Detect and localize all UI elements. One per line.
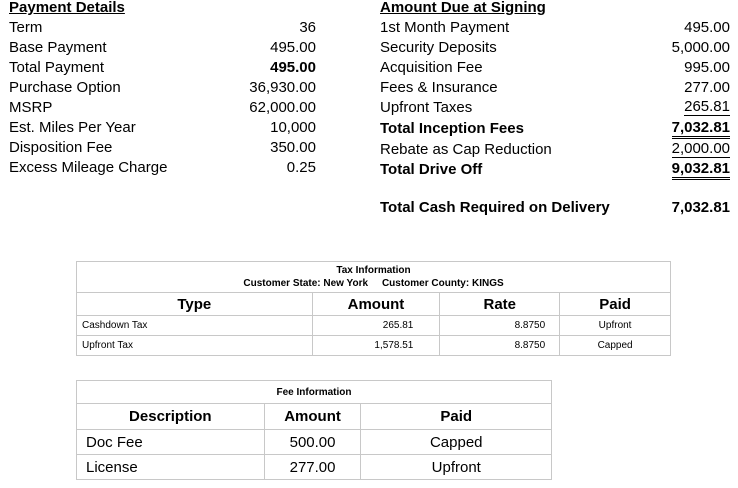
row-label: Security Deposits bbox=[380, 39, 497, 56]
row-label: Est. Miles Per Year bbox=[9, 119, 136, 136]
row-label: Disposition Fee bbox=[9, 139, 113, 156]
table-row bbox=[77, 430, 552, 455]
fee-header-amount: Amount bbox=[264, 404, 361, 430]
row-value: 9,032.81 bbox=[672, 160, 730, 180]
tax-header-type: Type bbox=[77, 293, 313, 316]
tax-rate-cell: 8.8750 bbox=[440, 316, 560, 336]
customer-state-label: Customer State: bbox=[243, 278, 321, 289]
table-row bbox=[77, 336, 671, 356]
tax-table-title: Tax Information bbox=[336, 265, 411, 276]
customer-county-label: Customer County: bbox=[381, 278, 470, 289]
payment-details-heading: Payment Details bbox=[9, 0, 125, 16]
tax-amount-cell: 1,578.51 bbox=[312, 336, 440, 356]
due-row-upfront-taxes bbox=[380, 98, 730, 118]
fee-table-header-row bbox=[77, 404, 552, 430]
row-value: 36 bbox=[299, 19, 316, 36]
total-cash-label: Total Cash Required on Delivery bbox=[380, 199, 610, 216]
amount-due-heading: Amount Due at Signing bbox=[380, 0, 546, 16]
row-label: Excess Mileage Charge bbox=[9, 159, 168, 176]
total-cash-value: 7,032.81 bbox=[671, 199, 730, 216]
tax-header-rate: Rate bbox=[440, 293, 560, 316]
tax-rate-cell: 8.8750 bbox=[440, 336, 560, 356]
row-label: Total Inception Fees bbox=[380, 120, 524, 137]
row-label: Upfront Taxes bbox=[380, 99, 473, 116]
row-label: Acquisition Fee bbox=[380, 59, 483, 76]
row-value: 10,000 bbox=[270, 119, 316, 136]
total-cash-row bbox=[380, 198, 730, 218]
row-value: 277.00 bbox=[684, 79, 730, 96]
row-value: 265.81 bbox=[684, 98, 730, 115]
row-label: Total Drive Off bbox=[380, 161, 483, 178]
payment-row-msrp bbox=[9, 98, 316, 118]
tax-amount-cell: 265.81 bbox=[312, 316, 440, 336]
payment-row-est-miles bbox=[9, 118, 316, 138]
tax-table-title-cell bbox=[77, 262, 671, 293]
due-row-acquisition-fee bbox=[380, 58, 730, 78]
tax-customer-info bbox=[77, 277, 670, 290]
row-value: 495.00 bbox=[684, 19, 730, 36]
row-value: 5,000.00 bbox=[671, 39, 730, 56]
row-value: 495.00 bbox=[270, 59, 316, 76]
fee-header-description: Description bbox=[77, 404, 265, 430]
payment-row-term bbox=[9, 18, 316, 38]
customer-state-value: New York bbox=[323, 278, 369, 289]
due-row-total-inception bbox=[380, 119, 730, 139]
due-row-first-month bbox=[380, 18, 730, 38]
row-value: 495.00 bbox=[270, 39, 316, 56]
due-row-total-drive-off bbox=[380, 160, 730, 180]
row-label: Fees & Insurance bbox=[380, 79, 498, 96]
tax-table-header-row bbox=[77, 293, 671, 316]
payment-row-purchase-option bbox=[9, 78, 316, 98]
tax-information-table bbox=[76, 261, 671, 356]
tax-type-cell: Cashdown Tax bbox=[77, 316, 313, 336]
tax-paid-cell: Upfront bbox=[560, 316, 671, 336]
row-label: MSRP bbox=[9, 99, 53, 116]
table-row bbox=[77, 455, 552, 480]
row-label: Base Payment bbox=[9, 39, 107, 56]
payment-row-base-payment bbox=[9, 38, 316, 58]
row-label: Total Payment bbox=[9, 59, 105, 76]
fee-amount-cell: 500.00 bbox=[264, 430, 361, 455]
fee-table-title: Fee Information bbox=[77, 381, 552, 404]
row-label: Purchase Option bbox=[9, 79, 121, 96]
tax-header-amount: Amount bbox=[312, 293, 440, 316]
payment-row-excess-mileage bbox=[9, 158, 316, 178]
due-row-rebate bbox=[380, 140, 730, 160]
fee-description-cell: Doc Fee bbox=[77, 430, 265, 455]
row-value: 0.25 bbox=[286, 159, 316, 176]
payment-row-total-payment bbox=[9, 58, 316, 78]
row-label: 1st Month Payment bbox=[380, 19, 510, 36]
row-label: Term bbox=[9, 19, 43, 36]
due-row-security-deposits bbox=[380, 38, 730, 58]
fee-information-table bbox=[76, 380, 552, 480]
row-label: Rebate as Cap Reduction bbox=[380, 141, 552, 158]
due-row-fees-insurance bbox=[380, 78, 730, 98]
row-value: 995.00 bbox=[684, 59, 730, 76]
fee-amount-cell: 277.00 bbox=[264, 455, 361, 480]
payment-row-disposition-fee bbox=[9, 138, 316, 158]
fee-paid-cell: Upfront bbox=[361, 455, 552, 480]
fee-header-paid: Paid bbox=[361, 404, 552, 430]
fee-paid-cell: Capped bbox=[361, 430, 552, 455]
row-value: 62,000.00 bbox=[249, 99, 316, 116]
fee-description-cell: License bbox=[77, 455, 265, 480]
tax-header-paid: Paid bbox=[560, 293, 671, 316]
customer-county-value: KINGS bbox=[471, 278, 504, 289]
tax-paid-cell: Capped bbox=[560, 336, 671, 356]
row-value: 7,032.81 bbox=[672, 119, 730, 139]
row-value: 36,930.00 bbox=[249, 79, 316, 96]
row-value: 350.00 bbox=[270, 139, 316, 156]
tax-type-cell: Upfront Tax bbox=[77, 336, 313, 356]
row-value: 2,000.00 bbox=[671, 140, 730, 157]
table-row bbox=[77, 316, 671, 336]
